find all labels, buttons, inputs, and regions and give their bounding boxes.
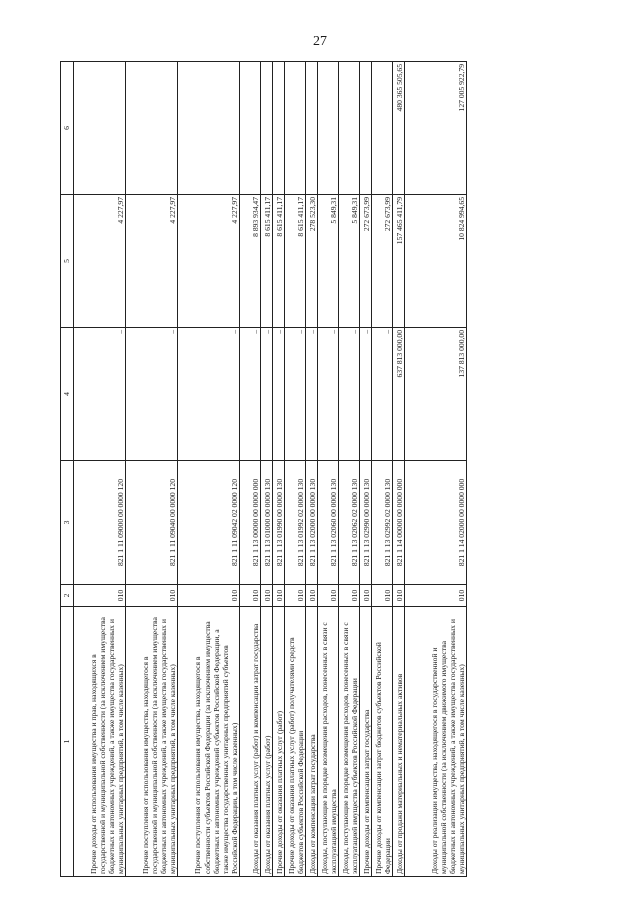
cell-c6 [318, 62, 339, 195]
cell-c5: 10 824 994,65 [405, 195, 467, 328]
cell-gr: 010 [273, 585, 285, 607]
table-row [273, 62, 285, 877]
cell-name: Доходы, поступающие в порядке возмещения расходов, понесенных в связи с эксплуатацией имущества [318, 607, 339, 877]
cell-gr: 010 [240, 585, 261, 607]
col-header-2: 2 [61, 585, 74, 607]
cell-gr: 010 [306, 585, 318, 607]
cell-c4: – [372, 328, 393, 461]
income-table [60, 61, 467, 877]
cell-c5: 8 893 934,47 [240, 195, 261, 328]
cell-gr: 010 [360, 585, 372, 607]
cell-c6 [285, 62, 306, 195]
cell-code: 821 1 13 02060 00 0000 130 [318, 461, 339, 585]
table-row [393, 62, 405, 877]
cell-c4: – [339, 328, 360, 461]
cell-name: Прочие доходы от оказания платных услуг (работ) [273, 607, 285, 877]
cell-c4: – [240, 328, 261, 461]
cell-c5: 157 465 411,79 [393, 195, 405, 328]
cell-name: Доходы от реализации имущества, находящегося в государственной и муниципальной собственности (за исключением движимого имущества бюджетных и автономных учреждений, а также имущества государственных и муниципальных унитарных предприятий, в том числе казенных) [405, 607, 467, 877]
cell-code: 821 1 14 00000 00 0000 000 [393, 461, 405, 585]
cell-gr: 010 [74, 585, 126, 607]
cell-gr: 010 [126, 585, 178, 607]
table-row [261, 62, 273, 877]
header-row [61, 62, 74, 877]
cell-c4: 637 813 000,00 [393, 328, 405, 461]
cell-name: Прочие доходы от использования имущества и прав, находящихся в государственной и муниципальной собственности (за исключением имущества бюджетных и автономных учреждений, а также имущества государственных и муниципальных унитарных предприятий, в том числе казенных) [74, 607, 126, 877]
cell-c6: 127 005 922,79 [405, 62, 467, 195]
cell-c4: – [178, 328, 240, 461]
cell-c4: – [306, 328, 318, 461]
cell-name: Доходы, поступающие в порядке возмещения расходов, понесенных в связи с эксплуатацией имущества субъектов Российской Федерации [339, 607, 360, 877]
cell-c4: – [126, 328, 178, 461]
cell-c6 [74, 62, 126, 195]
cell-c5: 272 673,99 [360, 195, 372, 328]
cell-c5: 4 227,97 [178, 195, 240, 328]
cell-c4: – [273, 328, 285, 461]
cell-name: Прочие поступления от использования имущества, находящегося в государственной и муниципальной собственности (за исключением имущества бюджетных и автономных учреждений, а также имущества государственных и муниципальных унитарных предприятий, в том числе казенных) [126, 607, 178, 877]
cell-c4: – [318, 328, 339, 461]
cell-gr: 010 [372, 585, 393, 607]
cell-c6 [240, 62, 261, 195]
cell-c5: 5 849,31 [339, 195, 360, 328]
col-header-4: 4 [61, 328, 74, 461]
table-row [339, 62, 360, 877]
cell-c5: 8 615 411,17 [273, 195, 285, 328]
cell-c6 [306, 62, 318, 195]
table-row [405, 62, 467, 877]
cell-code: 821 1 13 02062 02 0000 130 [339, 461, 360, 585]
cell-gr: 010 [339, 585, 360, 607]
col-header-1: 1 [61, 607, 74, 877]
cell-c6 [178, 62, 240, 195]
cell-name: Доходы от оказания платных услуг (работ) и компенсации затрат государства [240, 607, 261, 877]
col-header-3: 3 [61, 461, 74, 585]
table-row [306, 62, 318, 877]
cell-code: 821 1 11 09040 00 0000 120 [126, 461, 178, 585]
cell-c5: 4 227,97 [126, 195, 178, 328]
table-row [178, 62, 240, 877]
cell-code: 821 1 13 01990 00 0000 130 [273, 461, 285, 585]
cell-c5: 4 227,97 [74, 195, 126, 328]
table-row [318, 62, 339, 877]
cell-c5: 272 673,99 [372, 195, 393, 328]
cell-gr: 010 [285, 585, 306, 607]
cell-name: Доходы от продажи материальных и нематериальных активов [393, 607, 405, 877]
cell-name: Прочие доходы от компенсации затрат государства [360, 607, 372, 877]
table-row [372, 62, 393, 877]
cell-name: Прочие поступления от использования имущества, находящегося в собственности субъектов Российской Федерации (за исключением имущества бюджетных и автономных учреждений субъектов Российской Федерации, а также имущества государственных унитарных предприятий субъектов Российской Федерации, в том числе казенных) [178, 607, 240, 877]
cell-c6 [273, 62, 285, 195]
cell-code: 821 1 14 02000 00 0000 000 [405, 461, 467, 585]
cell-code: 821 1 13 01992 02 0000 130 [285, 461, 306, 585]
col-header-6: 6 [61, 62, 74, 195]
table-row [285, 62, 306, 877]
cell-name: Прочие доходы от компенсации затрат бюджетов субъектов Российской Федерации [372, 607, 393, 877]
cell-c5: 8 615 411,17 [285, 195, 306, 328]
cell-c5: 5 849,31 [318, 195, 339, 328]
cell-code: 821 1 13 02000 00 0000 130 [306, 461, 318, 585]
cell-code: 821 1 11 09042 02 0000 120 [178, 461, 240, 585]
col-header-5: 5 [61, 195, 74, 328]
cell-gr: 010 [318, 585, 339, 607]
cell-c4: – [285, 328, 306, 461]
cell-gr: 010 [261, 585, 273, 607]
table-row [74, 62, 126, 877]
table-body [74, 62, 467, 877]
page-number: 27 [313, 34, 327, 49]
cell-c6 [261, 62, 273, 195]
cell-code: 821 1 13 00000 00 0000 000 [240, 461, 261, 585]
cell-c6 [360, 62, 372, 195]
rotated-table-container [60, 62, 580, 877]
cell-name: Доходы от оказания платных услуг (работ) [261, 607, 273, 877]
cell-c4: – [360, 328, 372, 461]
cell-c4: – [74, 328, 126, 461]
table-row [360, 62, 372, 877]
cell-name: Доходы от компенсации затрат государства [306, 607, 318, 877]
cell-c5: 8 615 411,17 [261, 195, 273, 328]
table-row [126, 62, 178, 877]
cell-code: 821 1 13 01000 00 0000 130 [261, 461, 273, 585]
table-row [240, 62, 261, 877]
cell-c6 [126, 62, 178, 195]
cell-code: 821 1 11 09000 00 0000 120 [74, 461, 126, 585]
cell-gr: 010 [178, 585, 240, 607]
cell-gr: 010 [393, 585, 405, 607]
cell-c5: 278 523,30 [306, 195, 318, 328]
cell-c6 [339, 62, 360, 195]
cell-code: 821 1 13 02992 02 0000 130 [372, 461, 393, 585]
cell-c6: 480 365 505,65 [393, 62, 405, 195]
cell-code: 821 1 13 02990 00 0000 130 [360, 461, 372, 585]
cell-c4: 137 813 000,00 [405, 328, 467, 461]
cell-name: Прочие доходы от оказания платных услуг (работ) получателями средств бюджетов субъектов Российской Федерации [285, 607, 306, 877]
cell-c6 [372, 62, 393, 195]
cell-c4: – [261, 328, 273, 461]
cell-gr: 010 [405, 585, 467, 607]
